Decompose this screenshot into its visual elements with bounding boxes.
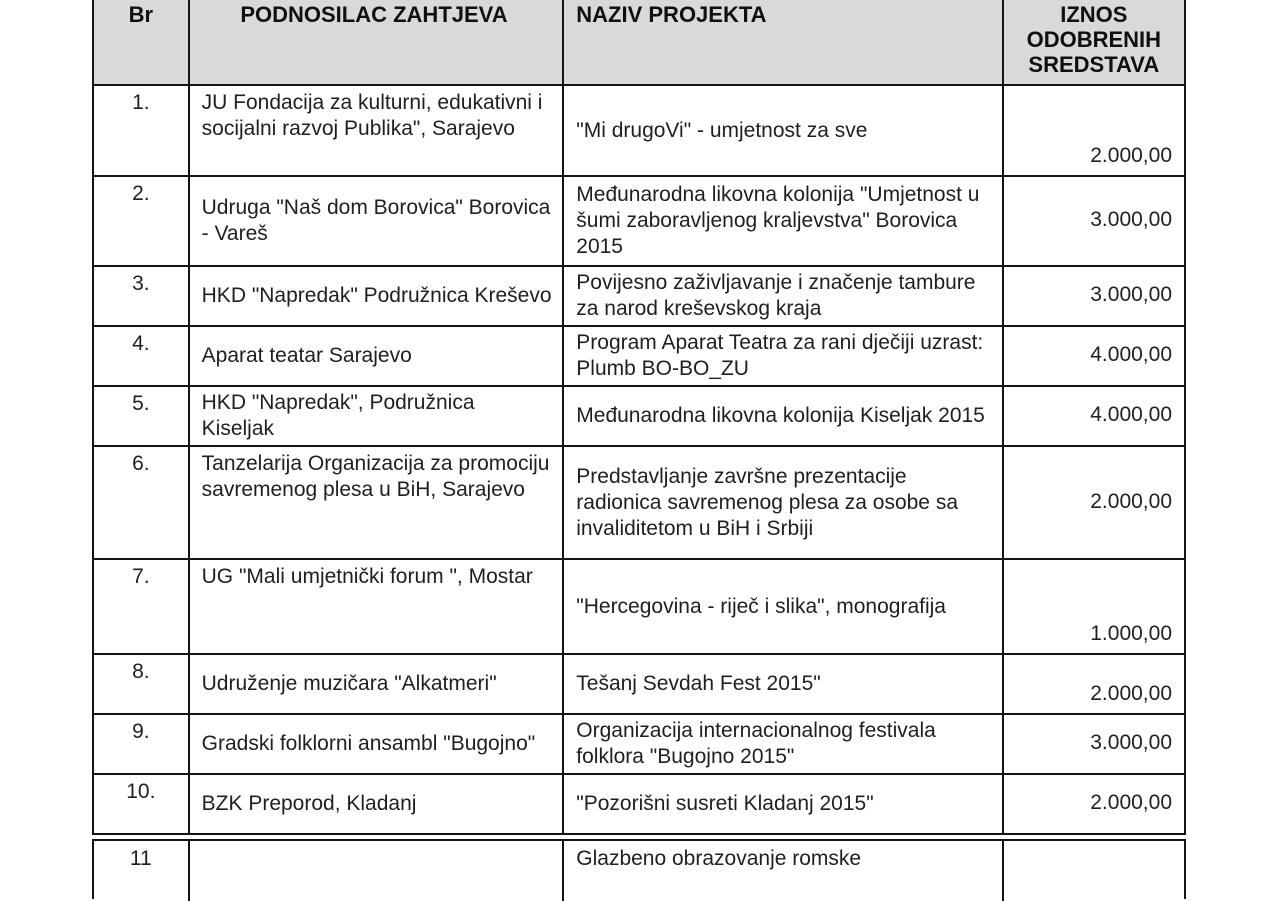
row-number: 10.: [126, 780, 156, 803]
amount-cell: 3.000,00: [1002, 715, 1184, 773]
row-number: 2.: [132, 182, 150, 205]
header-applicant: PODNOSILAC ZAHTJEVA: [188, 0, 563, 84]
applicant-cell: Aparat teatar Sarajevo: [188, 327, 563, 385]
row-number: 1.: [132, 91, 150, 114]
applicant-cell: Tanzelarija Organizacija za promociju savremenog plesa u BiH, Sarajevo: [188, 447, 563, 558]
amount-cell: 2.000,00: [1002, 775, 1184, 833]
project-cell: Organizacija internacionalnog festivala folklora "Bugojno 2015": [562, 715, 1001, 773]
amount-cell: 4.000,00: [1002, 327, 1184, 385]
amount-cell: 4.000,00: [1002, 387, 1184, 445]
table-row: [94, 445, 1184, 558]
amount-cell: 2.000,00: [1002, 447, 1184, 558]
table-row: [94, 84, 1184, 175]
applicant-cell: HKD "Napredak", Podružnica Kiseljak: [188, 387, 563, 445]
project-cell: Međunarodna likovna kolonija Kiseljak 2015: [562, 387, 1001, 445]
project-cell: Predstavljanje završne prezentacije radionica savremenog plesa za osobe sa invaliditetom u BiH i Srbiji: [562, 447, 1001, 558]
amount-cell: 3.000,00: [1002, 267, 1184, 325]
header-project: NAZIV PROJEKTA: [562, 0, 1001, 84]
project-cell: Program Aparat Teatra za rani dječiji uzrast: Plumb BO-BO_ZU: [562, 327, 1001, 385]
table-row: [94, 713, 1184, 773]
header-br: Br: [128, 2, 154, 27]
amount-cell: 1.000,00: [1002, 560, 1184, 653]
table-row: [94, 653, 1184, 713]
project-cell: Međunarodna likovna kolonija "Umjetnost u šumi zaboravljenog kraljevstva" Borovica 2015: [562, 177, 1001, 265]
table-header-row: [94, 0, 1184, 84]
applicant-cell: HKD "Napredak" Podružnica Kreševo: [188, 267, 563, 325]
applicant-cell: Gradski folklorni ansambl "Bugojno": [188, 715, 563, 773]
table-row: [94, 265, 1184, 325]
table-row: [94, 385, 1184, 445]
row-number: 9.: [132, 720, 150, 743]
grants-table-partial-row: [92, 839, 1186, 899]
applicant-cell: [188, 841, 563, 901]
table-row: [94, 841, 1184, 901]
project-cell: Tešanj Sevdah Fest 2015": [562, 655, 1001, 713]
table-row: [94, 773, 1184, 833]
amount-cell: 2.000,00: [1002, 655, 1184, 713]
amount-cell: [1002, 841, 1184, 901]
header-amount: IZNOS ODOBRENIH SREDSTAVA: [1002, 0, 1184, 84]
applicant-cell: UG "Mali umjetnički forum ", Mostar: [188, 560, 563, 653]
grants-table: [92, 0, 1186, 835]
row-number: 5.: [132, 392, 150, 415]
applicant-cell: Udruženje muzičara "Alkatmeri": [188, 655, 563, 713]
project-cell: Glazbeno obrazovanje romske: [562, 841, 1001, 901]
applicant-cell: JU Fondacija za kulturni, edukativni i socijalni razvoj Publika", Sarajevo: [188, 86, 563, 175]
row-number: 8.: [132, 660, 150, 683]
project-cell: "Hercegovina - riječ i slika", monografija: [562, 560, 1001, 653]
table-row: [94, 558, 1184, 653]
table-row: [94, 325, 1184, 385]
project-cell: "Pozorišni susreti Kladanj 2015": [562, 775, 1001, 833]
row-number: 7.: [132, 565, 150, 588]
amount-cell: 2.000,00: [1002, 86, 1184, 175]
row-number: 3.: [132, 272, 150, 295]
project-cell: Povijesno zaživljavanje i značenje tambure za narod kreševskog kraja: [562, 267, 1001, 325]
row-number: 6.: [132, 452, 150, 475]
amount-cell: 3.000,00: [1002, 177, 1184, 265]
project-cell: "Mi drugoVi" - umjetnost za sve: [562, 86, 1001, 175]
table-row: [94, 175, 1184, 265]
row-number: 4.: [132, 332, 150, 355]
applicant-cell: Udruga "Naš dom Borovica" Borovica - Vareš: [188, 177, 563, 265]
row-number: 11: [129, 847, 152, 870]
applicant-cell: BZK Preporod, Kladanj: [188, 775, 563, 833]
